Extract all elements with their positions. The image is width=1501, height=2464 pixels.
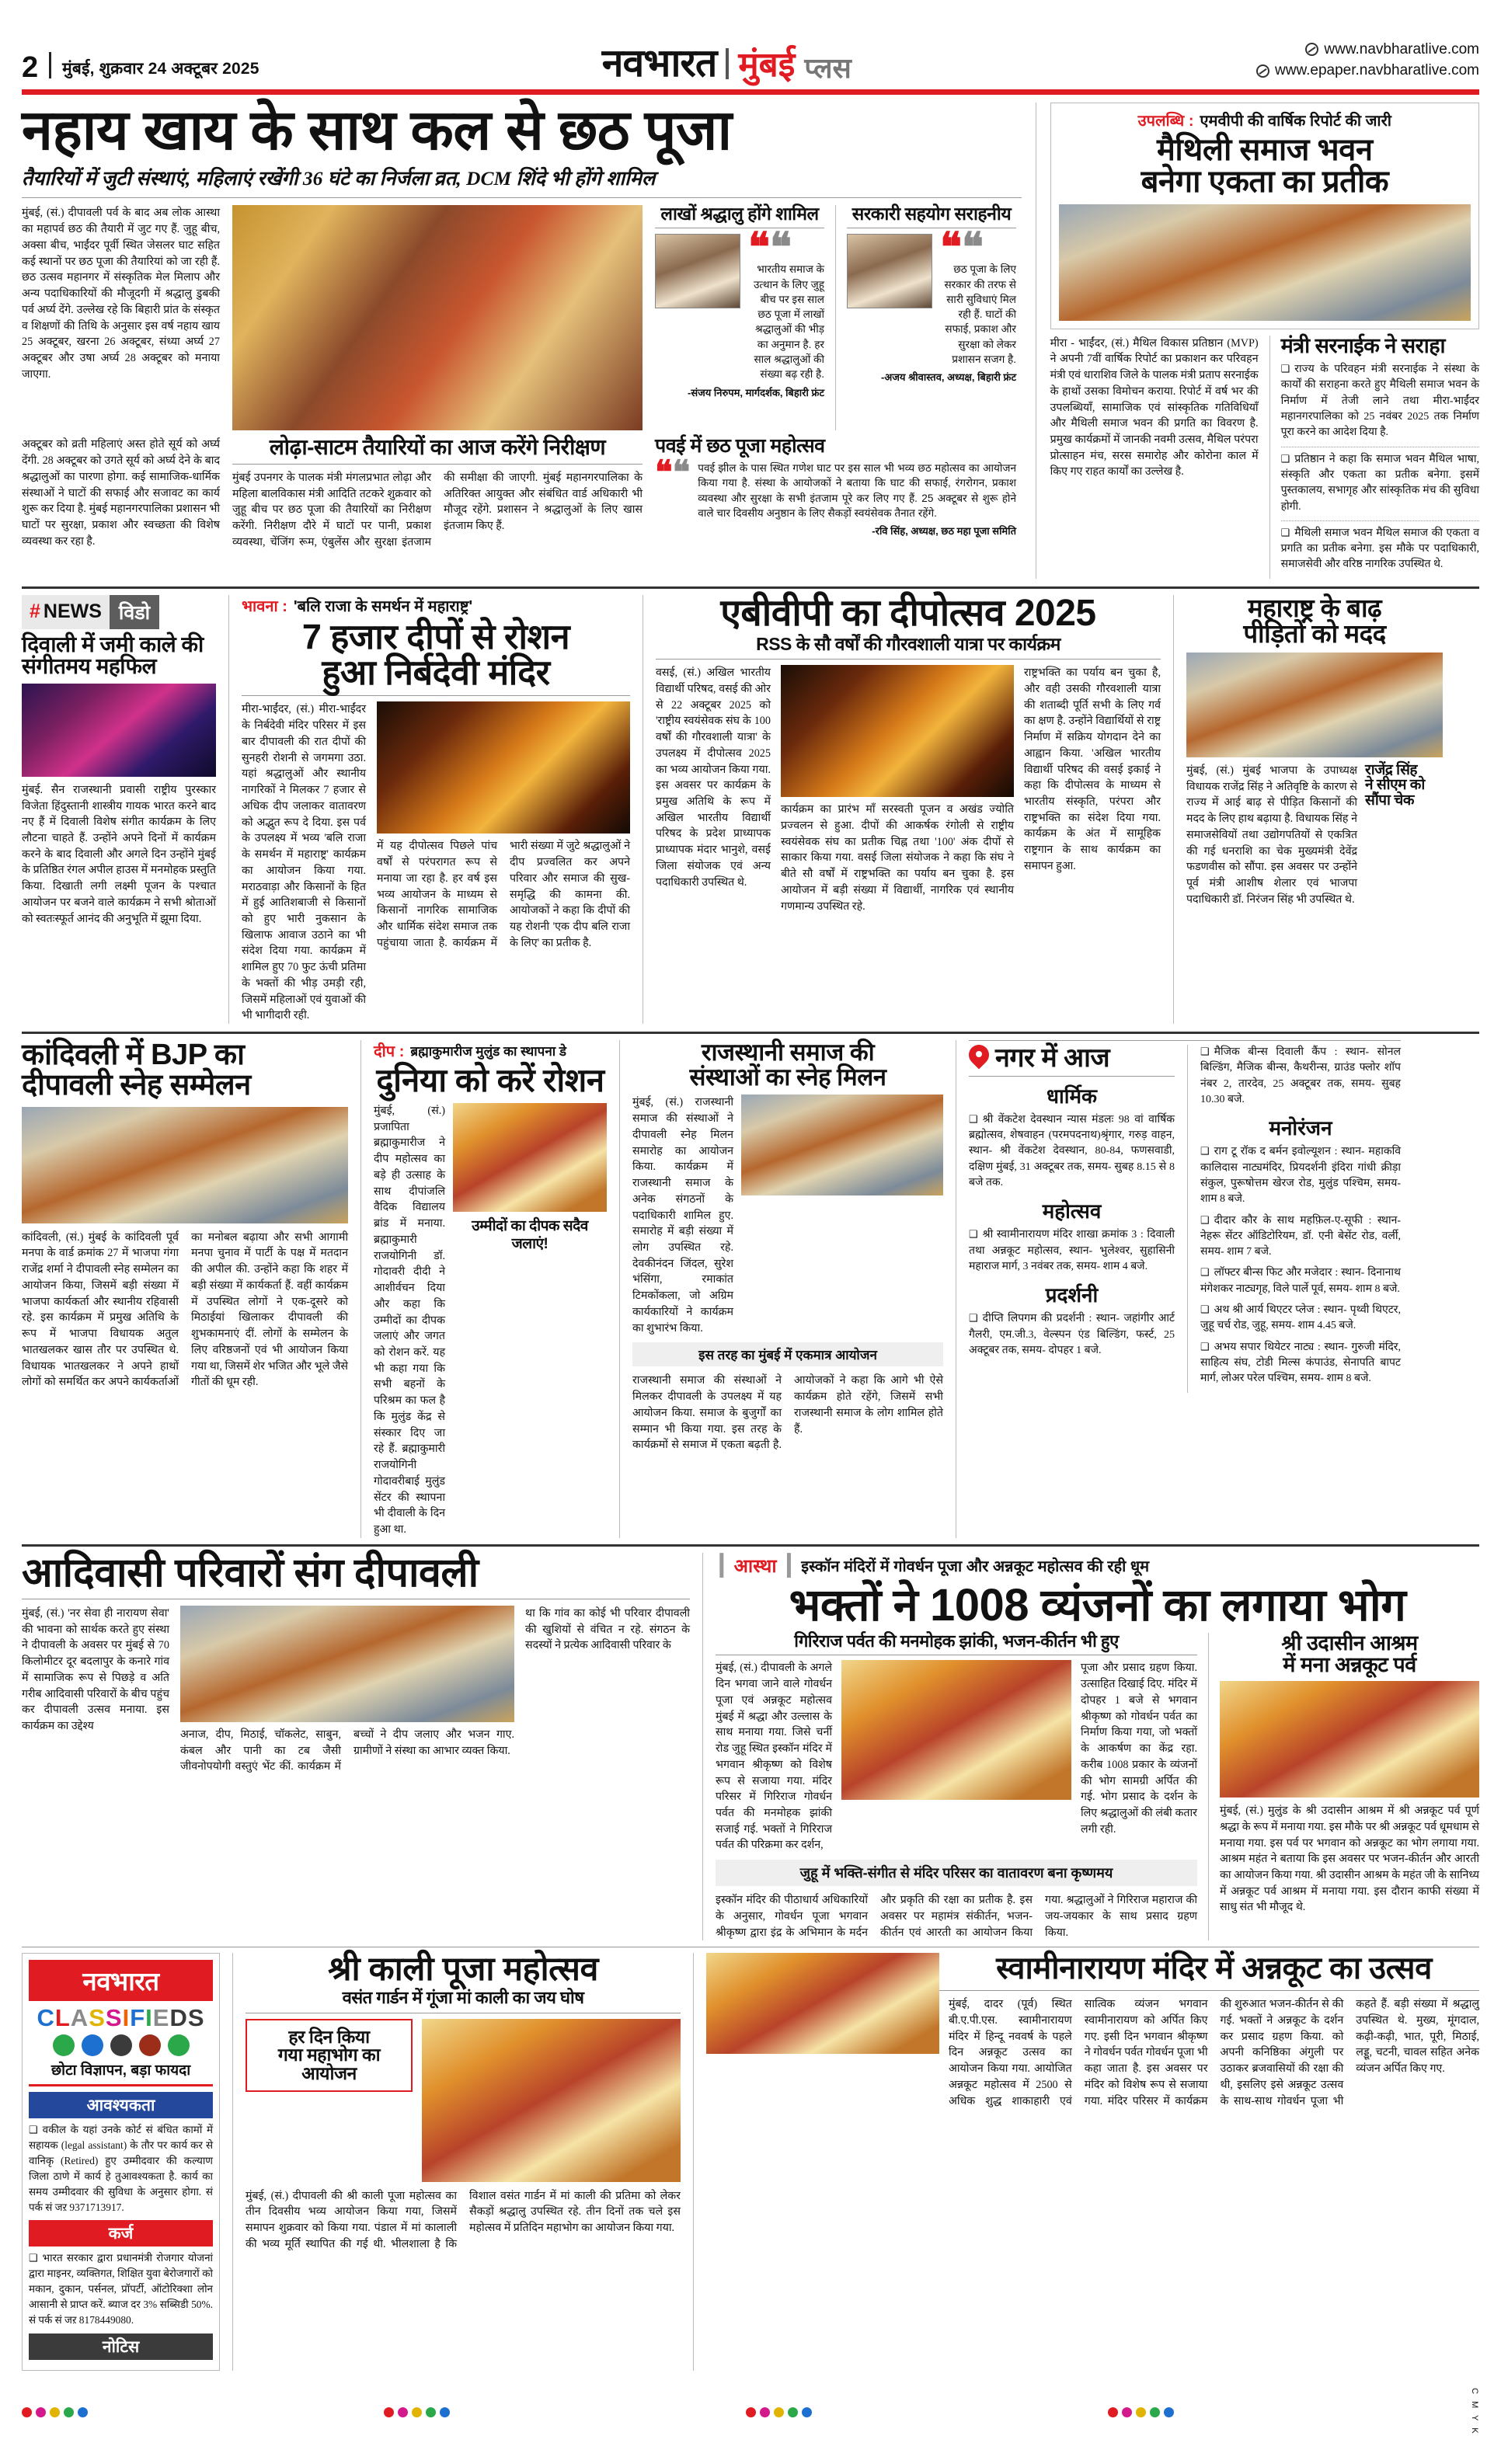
- quote-attribution: -अजय श्रीवास्तव, अध्यक्ष, बिहारी फ्रंट: [881, 371, 1016, 384]
- classifieds-section-title: कर्ज: [29, 2220, 213, 2246]
- flood-body: मुंबई, (सं.) मुंबई भाजपा के उपाध्यक्ष विधायक राजेंद्र सिंह ने अतिवृष्टि के कारण से राज्य में आई बाढ़ से पीड़ित किसानों की मदद के लिए हाथ बढ़ाया है. विधायक सिंह ने समाजसेवियों तथा उद्योगपतियों से एकत्रित की गई धनराशि का चेक मुख्यमंत्री देवेंद्र फडणवीस को सौंपा. इस अवसर पर उन्होंने पूर्व मंत्री आशीष शेलार एवं भाजपा पदाधिकारी डॉ. निरंजन सिंह भी उपस्थित थे.: [1186, 764, 1357, 906]
- adivasi-photo: [180, 1606, 514, 1722]
- quote-mark-icon: ❝❝: [748, 224, 792, 270]
- city-section-heading: प्रदर्शनी: [1045, 1283, 1099, 1307]
- classifieds-icons: [29, 2034, 213, 2056]
- swami-photo: [706, 1953, 939, 2054]
- swami-body-1: मुंबई, दादर (पूर्व) स्थित बी.ए.पी.एस. स्वामीनारायण मंदिर में हिन्दू नववर्ष के पहले दिन अन्नकूट उत्सव का आयोजन किया गया. आयोजित अन्नकूट महोत्सव में 2500 से अधिक शुद्ध शाकाहारी एवं सात्विक व्यंजन भगवान स्वामीनारायण को अर्पित किए गए. इसी दिन भगवान श्रीकृष्ण ने गोवर्धन पर्वत: [949, 1998, 1208, 2107]
- city-today-title: नगर में आज: [995, 1043, 1110, 1074]
- footer-registration-marks: [22, 2388, 1479, 2436]
- kali-badge-block: [246, 2019, 413, 2182]
- astha-kicker: ┃ आस्था ┃ इस्कॉन मंदिरों में गोवर्धन पूजा और अन्नकूट महोत्सव की रही धूम: [716, 1553, 1150, 1577]
- astha-strip-caption: जुहू में भक्ति-संगीत से मंदिर परिसर का वातावरण बना कृष्णमय: [716, 1860, 1197, 1886]
- quote-portrait: [655, 234, 740, 308]
- kicker-label: भावना :: [242, 597, 287, 615]
- top-region: [22, 99, 1479, 579]
- lead-photo: [232, 205, 643, 430]
- city-section-heading: महोत्सव: [1042, 1199, 1102, 1223]
- city-today-left: [969, 1045, 1175, 1392]
- color-dots: [746, 2407, 812, 2417]
- abvp-body-col3: [1024, 665, 1161, 914]
- lead-body-col1: [22, 205, 220, 430]
- astha-headline: भक्तों ने 1008 व्यंजनों का लगाया भोग: [789, 1579, 1406, 1630]
- powai-story: [655, 437, 1016, 550]
- classifieds-word: CLASSIFIEDS: [37, 2004, 205, 2032]
- bhavna-kicker: [242, 595, 630, 616]
- masthead: [22, 17, 1479, 84]
- location-pin-icon: [969, 1045, 989, 1071]
- classifieds-logo: नवभारत: [29, 1960, 213, 2001]
- bhavna-body-2: में यह दीपोत्सव पिछले पांच वर्षों से परंपरागत रूप से मनाया जा रहा है. हर वर्ष इस भव्य आयोजन के माध्यम से किसानों नागरिक सामाजिक और धार्मिक संदेश समाज तक पहुंचाया जाता है. कार्यक्रम में भारी संख्या में जुटे श्रद्धालुओं ने दीप प्रज्वलित कर अपने परिवार और समाज की सुख-समृद्धि की कामना की. आयोजकों ने कहा कि दीपों की यह रोशनी 'एक दीप बलि राजा के लिए' का प्रतीक है.: [377, 840, 630, 949]
- quote-mark-icon: ❝❝: [940, 224, 984, 270]
- kicker-text: एमवीपी की वार्षिक रिपोर्ट की जारी: [1200, 113, 1391, 130]
- kali-badge-line2: गया महाभोग का: [277, 2045, 381, 2066]
- hash-icon: #: [30, 600, 40, 623]
- swami-body-3: को अपनी कनिष्ठिका अंगुली पर उठाकर ब्रजवासियों की रक्षा की थी, इसलिए इसे अन्नकूट उत्सव के साथ-साथ गोवर्धन पूजा भी कहते हैं. बड़ी संख्या में श्रद्धालु उपस्थित थे. मुख्य, मूंगदाल, कढ़ी-कढ़ी, भात, पूरी, मिठाई, लड्डू, चटनी, चावल सहित अनेक व्यंजन अर्पित किए गए.: [1220, 1998, 1479, 2107]
- kali-photo: [422, 2019, 681, 2182]
- kali-badge-line1: हर दिन किया: [288, 2026, 370, 2047]
- rajasthani-story: [632, 1040, 943, 1538]
- news-video-badge[interactable]: [22, 595, 159, 629]
- kicker-label: उपलब्धि :: [1137, 113, 1194, 130]
- masthead-divider: [49, 52, 51, 78]
- plus-circle-icon: [168, 2034, 190, 2056]
- abvp-photo-block: [781, 665, 1014, 914]
- deep-photo: [453, 1103, 607, 1212]
- udasin-headline-line1: श्री उदासीन आश्रम: [1281, 1630, 1418, 1655]
- astha-body-3: इस्कॉन मंदिर की पीठाधार्य अधिकारियों के अनुसार, गोवर्धन पूजा भगवान श्रीकृष्ण द्वारा इंद्र के अभिमान के मर्दन और प्रकृति की रक्षा का प्रतीक है. इस अवसर पर महामंत्र संकीर्तन, भजन-कीर्तन एवं आरती का आयोजन किया गया. श्रद्धालुओं ने गिरिराज महाराज की जय-जयकार के साथ प्रसाद ग्रहण किया.: [716, 1894, 1197, 1939]
- adivasi-body-2: था कि गांव का कोई भी परिवार दीपावली की खुशियों से वंचित न रहे. संगठन के सदस्यों ने प्रत्येक आदिवासी परिवार के: [525, 1606, 690, 1652]
- powai-headline: पवई में छठ पूजा महोत्सव: [655, 435, 825, 458]
- quote-mark-icon: ❝❝: [655, 453, 691, 490]
- flood-sub-line3: सौंपा चेक: [1365, 792, 1414, 809]
- quote-attribution: -संजय निरुपम, मार्गदर्शक, बिहारी फ्रंट: [688, 386, 824, 398]
- news-video-headline: दिवाली में जमी काले की संगीतमय महफिल: [22, 632, 204, 679]
- bhavna-body-1: मीरा-भाईंदर, (सं.) मीरा-भाईंदर के निर्बदेवी मंदिर परिसर में इस बार दीपावली की रात दीपों की सुनहरी रोशनी से जगमगा उठा. यहां श्रद्धालुओं और स्थानीय नागरिकों ने मिलकर 7 हजार से अधिक दीप जलाकर वातावरण को अद्भुत रूप दे दिया. इस पर्व के उपलक्ष्य में भव्य 'बलि राजा के समर्थन में महाराष्ट्र' कार्यक्रम का आयोजन किया गया. मराठवाड़ा और किसानों के हित में हुई आतिशबाजी से किसानों को हुए भारी नुकसान के खिलाफ आवाज उठाने का भी संदेश दिया गया. कार्यक्रम में शामिल हुए 70 फुट ऊंची प्रतिमा के भक्तों की भीड़ उमड़ी रही, जिसमें महिलाओं एवं युवाओं की भी भागीदारी रही.: [242, 703, 366, 1022]
- news-video-body: मुंबई. सैन राजस्थानी प्रवासी राष्ट्रीय पुरस्कार विजेता हिंदुस्तानी शास्त्रीय गायक भारत करने बाद नए हैं में दिवाली विशेष संगीत कार्यक्रम के लिए लौटना चाहते हैं. उन्होंने अपने दिनों में कार्यक्रम करने के बाद दिवाली और अगले दिन उन्होंने मुंबई के प्रतिष्ठित रंगल अपील हाउस में मनमोहक प्रस्तुति किया. दिखाती लगी लक्ष्मी पूजन के पश्चात आयोजन पर बजने वाले कार्यक्रम ने सभी श्रोताओं को स्वतःस्फूर्त आनंद की अनुभूति में झूमा दिया.: [22, 783, 216, 925]
- city-event-item: ❑ मैजिक बीन्स दिवाली कैंप : स्थान- सोनल बिल्डिंग, मैजिक बीन्स, कैथरीन्स, ग्राउंड फ्लोर शॉप नंबर 2, तारदेव, 25 अक्टूबर तक, समय- सुबह 10.30 बजे.: [1200, 1045, 1401, 1108]
- astha-subhead: गिरिराज पर्वत की मनमोहक झांकी, भजन-कीर्तन भी हुए: [794, 1630, 1119, 1651]
- bhavna-headline-line2: हुआ निर्बदेवी मंदिर: [322, 652, 550, 692]
- city-today-panel: [969, 1040, 1401, 1538]
- flood-photo: [1186, 653, 1443, 757]
- page-number: 2: [22, 50, 39, 84]
- rajasthani-headline-line2: संस्थाओं का स्नेह मिलन: [689, 1063, 886, 1091]
- bhavna-photo: [377, 701, 630, 834]
- bhavna-right: [377, 701, 630, 1024]
- quote-card: [847, 205, 1016, 430]
- maithili-side-item: ❑ मैथिली समाज भवन मैथिल समाज की एकता व प्रगति का प्रतीक बनेगा. इस मौके पर पदाधिकारी, समाजसेवी और वरिष्ठ नागरिक उपस्थित थे.: [1281, 526, 1479, 573]
- kicker-label: दीप :: [374, 1043, 405, 1061]
- quote-card: [655, 205, 824, 430]
- edition-plus: प्लस: [804, 52, 851, 84]
- astha-body-2: पूजा और प्रसाद ग्रहण किया. उत्साहित दिखाई दिए. मंदिर में दोपहर 1 बजे से भगवान श्रीकृष्ण को गोवर्धन पर्वत का निर्माण किया गया, जो भक्तों के आकर्षण का केंद्र रहा. करीब 1008 प्रकार के व्यंजनों की भोग सामग्री अर्पित की गई. भोग प्रसाद के दर्शन के लिए श्रद्धालुओं की लंबी कतार लगी रही.: [1081, 1662, 1197, 1836]
- quote-column: [655, 205, 1016, 430]
- adivasi-body-1: मुंबई, (सं.) 'नर सेवा ही नारायण सेवा' की भावना को सार्थक करते हुए संस्था ने दीपावली के अवसर पर मुंबई से 70 किलोमीटर दूर बदलापुर के कनारे गांव में सामाजिक रूप से पिछड़े व अति गरीब आदिवासी परिवारों के बीच पहुंच कर दीपावली उत्सव मनाया. इस कार्यक्रम का उद्देश्य: [22, 1606, 169, 1732]
- rajasthani-callout: इस तरह का मुंबई में एकमात्र आयोजन: [632, 1342, 943, 1366]
- flood-headline-line2: पीड़ितों को मदद: [1243, 619, 1386, 649]
- deep-highlight: उम्मीदों का दीपक सदैव जलाएं!: [472, 1217, 588, 1252]
- masthead-logo-group: [601, 41, 851, 85]
- kicker-text: 'बलि राजा के समर्थन में महाराष्ट्र': [293, 597, 473, 615]
- abvp-subhead: RSS के सौ वर्षों की गौरवशाली यात्रा पर कार्यक्रम: [756, 633, 1060, 654]
- lead-body-2: अक्टूबर को व्रती महिलाएं अस्त होते सूर्य को अर्घ्य देंगी. 28 अक्टूबर को उगते सूर्य को अर्घ्य देने के बाद श्रद्धालुओं का पारणा होगा. कई सामाजिक-धार्मिक संस्थाओं ने घाटों की सफाई और सजावट का कार्य शुरू कर दिया है. मुंबई महानगरपालिका प्रशासन भी घाटों पर सुरक्षा, प्रकाश और स्वच्छता की विशेष व्यवस्था कर रहा है.: [22, 438, 220, 548]
- bhavna-body-col1: [242, 701, 366, 1024]
- city-event-item: ❑ दीप्ति लिपगम की प्रदर्शनी : स्थान- जहांगीर आर्ट गैलरी, एम.जी.3, वेल्स्पन एंड बिल्डिंग, फर्स्ट, 25 अक्टूबर तक, समय- दोपहर 1 बजे.: [969, 1311, 1175, 1359]
- kandivali-photo: [22, 1107, 348, 1223]
- kali-body-1: मुंबई, (सं.) दीपावली की श्री काली पूजा महोत्सव का तीन दिवसीय भव्य आयोजन किया गया, जिसमें समापन शुक्रवार को किया गया. पंडाल में मां कालाली की भव्य मूर्ति स्थापित की गई थी. भीलशाला है कि विशाल वसंत गार्डन में मां काली की प्रतिमा को लेकर सैकड़ों श्रद्धालु उपस्थित रहे. तीन दिनों तक चले इस महोत्सव में प्रतिदिन महाभोग का आयोजन किया गया.: [246, 2189, 681, 2250]
- city-event-item: ❑ लॉफ्टर बीन्स फिट और मजेदार : स्थान- दिनानाथ मंगेशकर नाट्यगृह, विले पार्ले पूर्व, समय- शाम 8 बजे.: [1200, 1265, 1401, 1297]
- lead-headline: नहाय खाय के साथ कल से छठ पूजा: [22, 99, 732, 162]
- classifieds-footer-note: नोटिस: [29, 2333, 213, 2360]
- quote-title: सरकारी सहयोग सराहनीय: [851, 204, 1012, 224]
- maithili-headline-line2: बनेगा एकता का प्रतीक: [1141, 164, 1389, 199]
- logo-separator: [726, 48, 729, 79]
- udasin-story: [1220, 1630, 1479, 1940]
- lead-photo-block: [232, 205, 643, 430]
- video-badge-label: विडो: [110, 595, 159, 629]
- swami-headline: स्वामीनारायण मंदिर में अन्नकूट का उत्सव: [996, 1951, 1432, 1986]
- color-dots: [22, 2407, 88, 2417]
- news-video-story: [22, 595, 216, 1024]
- city-event-item: ❑ राग टू रॉक द बर्मन इवोल्यूशन : स्थान- महाकवि कालिदास नाट्यमंदिर, प्रियदर्शनी इंदिरा गांधी क्रीड़ा संकुल, पुरूषोत्तम खेरज रोड, मुलुंड पश्चिम, समय- शाम 8 बजे.: [1200, 1144, 1401, 1207]
- abvp-headline: एबीवीपी का दीपोत्सव 2025: [720, 592, 1096, 634]
- second-region: [22, 592, 1479, 1024]
- kandivali-story: [22, 1040, 348, 1538]
- lead-body-1: मुंबई, (सं.) दीपावली पर्व के बाद अब लोक आस्था का महापर्व छठ की तैयारी में जुट गए हैं. जुहू बीच, अक्सा बीच, भाईंदर पूर्वी स्थित जेसलर घाट सहित कई स्थानों पर छठ पूजा की तैयारियां को जा रही हैं. छठ उत्सव महानगर में संस्कृतिक मेल मिलाप और अन्य पदाधिकारियों की मौजूदगी में श्रद्धालु डुबकी पर्व अर्घ्य देंगे. उल्लेख रहे कि बिहारी प्रांत के संस्कृत व शिक्षणों की तिथि के अनुसार इस वर्ष नहाय खाय 25 अक्टूबर, खरना 26 अक्टूबर, संध्या अर्घ्य 27 अक्टूबर और उषा अर्घ्य 28 अक्टूबर को मनाया जाएगा.: [22, 207, 220, 381]
- lead-body-col2: [22, 437, 220, 550]
- publication-dateline: मुंबई, शुक्रवार 24 अक्टूबर 2025: [62, 60, 259, 78]
- edition-city: मुंबई: [738, 46, 796, 84]
- city-event-item: ❑ श्री वेंकटेश देवस्थान न्यास मंडलः 98 वां वार्षिक ब्रह्मोत्सव, शेषवाहन (परमपदनाथ)श्रृंगार, गरुड़ वाहन, स्थान- श्री वेंकटेश देवस्थान, 80-84, फणसवाडी, दक्षिण मुंबई, 31 अक्टूबर तक, समय- सुबह 8.15 से 8 बजे तक.: [969, 1112, 1175, 1191]
- deep-headline: दुनिया को करें रोशन: [376, 1062, 604, 1099]
- masthead-left: [22, 52, 259, 84]
- flood-sub-line2: ने सीएम को: [1365, 777, 1425, 794]
- quote-text: भारतीय समाज के उत्थान के लिए जुहू बीच पर इस साल छठ पूजा में लाखों श्रद्धालुओं की भीड़ का अनुमान है. हर साल श्रद्धालुओं की संख्या बढ़ रही है.: [753, 263, 824, 381]
- astha-body-1: मुंबई, (सं.) दीपावली के अगले दिन भगवा जाने वाले गोवर्धन पूजा एवं अन्नकूट महोत्सव मुंबई में श्रद्धा और उल्लास के साथ मनाया गया. जिसे चर्नी रोड जुहू स्थित इस्कॉन मंदिर में भगवान श्रीकृष्ण को विशेष रूप से सजाया गया. मंदिर परिसर में गिरिराज गोवर्धन पर्वत की मनमोहक झांकी सजाई गई. भक्तों ने गिरिराज पर्वत की परिक्रमा कर दर्शन,: [716, 1662, 832, 1852]
- color-dots: [1108, 2407, 1174, 2417]
- city-event-item: ❑ दीदार कौर के साथ महफ़िल-ए-सूफी : स्थान- नेहरू सेंटर ऑडिटोरियम, डॉ. एनी बेसेंट रोड, वर्ली, समय- शाम 7 बजे.: [1200, 1213, 1401, 1261]
- fifth-region: [22, 1953, 1479, 2370]
- website-links: [1256, 39, 1479, 84]
- lodha-body: मुंबई उपनगर के पालक मंत्री मंगलप्रभात लोढ़ा और महिला बालविकास मंत्री आदिति तटकरे शुक्रवार को जुहू बीच पर छठ पूजा की तैयारियों का निरीक्षण करेंगी. निरीक्षण दौरे में घाटों पर पानी, प्रकाश व्यवस्था, चेंजिंग रूम, एंबुलेंस और सुरक्षा इंतजाम की समीक्षा की जाएगी. मुंबई महानगरपालिका के अतिरिक्त आयुक्त और संबंधित वार्ड अधिकारी भी मौजूद रहेंगे. प्रशासन ने श्रद्धालुओं के लिए खास इंतजाम किए हैं.: [232, 471, 643, 548]
- maithili-kicker: [1059, 110, 1471, 131]
- globe-icon: [1256, 64, 1269, 78]
- city-event-item: ❑ श्री स्वामीनारायण मंदिर शाखा क्रमांक 3 : दिवाली तथा अन्नकूट महोत्सव, स्थान- भुलेश्वर, सुहासिनी महाराज मार्ग, 3 नवंबर तक, समय- शाम 4 बजे.: [969, 1227, 1175, 1275]
- swami-body: [949, 1996, 1479, 2109]
- flood-sub-line1: राजेंद्र सिंह: [1365, 762, 1418, 778]
- powai-attribution: -रवि सिंह, अध्यक्ष, छठ महा पूजा समिति: [872, 525, 1016, 538]
- kali-story: [246, 1953, 681, 2370]
- kandivali-body: कांदिवली, (सं.) मुंबई के कांदिवली पूर्व मनपा के वार्ड क्रमांक 27 में भाजपा गंगा राजेंद्र शर्मा ने दीपावली स्नेह सम्मेलन का आयोजन किया, जिसमें बड़ी संख्या में भाजपा कार्यकर्ता और स्थानीय रहिवासी रहे. इस कार्यक्रम में प्रमुख अतिथि के रूप में भाजपा विधायक अतुल भातखलकर खास तौर पर उपस्थित थे. विधायक भातखलकर ने अपने हाथों लोगों को समर्थित कर अपने कार्यकर्ताओं का मनोबल बढ़ाया और सभी आगामी मनपा चुनाव में पार्टी के पक्ष में मतदान की अपील की. उन्होंने कहा कि शहर में बड़ी संख्या में कार्यकर्ता हैं. वहीं कार्यक्रम में उपस्थित लोगों ने एक-दूसरे को मिठाईयां खिलाकर दीपावली की शुभकामनाएं दीं. लोगों के सम्मेलन के लिए वरिष्ठजनों एवं भी आयोजन किया गया था, जिसमें शेर भजित और भूले जैसे गीतों की धूम रही.: [22, 1230, 348, 1389]
- lead-story: [22, 99, 1022, 579]
- swami-story: [706, 1953, 1479, 2370]
- maithili-side: [1280, 333, 1479, 579]
- fourth-region: [22, 1550, 1479, 1941]
- kandivali-headline-line1: कांदिवली में BJP का: [22, 1039, 245, 1072]
- quote-title: लाखों श्रद्धालु होंगे शामिल: [660, 204, 819, 224]
- kali-subhead: वसंत गार्डन में गूंजा मां काली का जय घोष: [342, 1988, 584, 2008]
- classifieds-section-text: ❑ भारत सरकार द्वारा प्रधानमंत्री रोजगार योजनां द्वारा माइनर, व्यक्तिगत, शिक्षित युवा बेरोजगारों को मकान, दुकान, पर्सनल, प्रॉपर्टी, ऑटोरिक्शा लोन आसानी से प्राप्त करें. ब्याज दर 3% सब्सिडी 50%. सं पर्क सं जऱ 8178449080.: [29, 2250, 213, 2327]
- website-epaper[interactable]: www.epaper.navbharatlive.com: [1275, 62, 1479, 79]
- powai-text: पवई झील के पास स्थित गणेश घाट पर इस साल भी भव्य छठ महोत्सव का आयोजन किया गया है. संस्था के आयोजकों ने बताया कि घाट की सफाई, रंगरोगन, प्रकाश व्यवस्था और सुरक्षा के सभी इंतजाम पूरे कर लिए गए हैं. 25 अक्टूबर से शुरू होने वाले चार दिवसीय अनुष्ठान के लिए सैकड़ों स्वयंसेवक तैनात रहेंगे.: [698, 461, 1016, 519]
- bhavna-headline-line1: 7 हजार दीपों से रोशन: [301, 616, 570, 656]
- classifieds-section-title: आवश्यकता: [29, 2092, 213, 2118]
- kicker-text: इस्कॉन मंदिरों में गोवर्धन पूजा और अन्नकूट महोत्सव की रही धूम: [801, 1557, 1150, 1575]
- udasin-headline-line2: में मना अन्नकूट पर्व: [1283, 1652, 1416, 1676]
- news-badge-label: NEWS: [43, 600, 102, 623]
- rajasthani-body-2: राजस्थानी समाज की संस्थाओं ने मिलकर दीपावली के उपलक्ष्य में यह आयोजन किया. समाज के बुजुर्गों का सम्मान भी किया गया. इस तरह के कार्यक्रमों से समाज में एकता बढ़ती है. आयोजकों ने कहा कि आगे भी ऐसे कार्यक्रम होते रहेंगे, जिसमें सभी राजस्थानी समाज के लोग शामिल होते हैं.: [632, 1374, 943, 1452]
- rajasthani-photo: [741, 1095, 943, 1195]
- search-icon: [82, 2034, 103, 2056]
- maithili-story: [1050, 103, 1479, 579]
- kicker-text: ब्रह्माकुमारीज मुलुंड का स्थापना डे: [410, 1044, 566, 1060]
- quote-portrait: [847, 234, 932, 308]
- graduation-cap-icon: [110, 2034, 132, 2056]
- astha-photo: [841, 1660, 1071, 1800]
- kandivali-headline-line2: दीपावली स्नेह सम्मेलन: [22, 1068, 251, 1101]
- city-today-right: [1200, 1045, 1401, 1392]
- maithili-side-item: ❑ प्रतिष्ठान ने कहा कि समाज भवन मैथिल भाषा, संस्कृति और एकता का प्रतीक बनेगा. इसमें पुस्तकालय, सभागृह और सांस्कृतिक मंच की सुविधा होगी.: [1281, 452, 1479, 515]
- bhavna-story: [242, 595, 630, 1024]
- flood-headline-line1: महाराष्ट्र के बाढ़: [1247, 593, 1382, 622]
- color-dots: [384, 2407, 450, 2417]
- cmyk-mark: C M Y K: [1470, 2388, 1479, 2436]
- astha-story: [716, 1553, 1479, 1941]
- abvp-body-1: वसई, (सं.) अखिल भारतीय विद्यार्थी परिषद, वसई की ओर से 22 अक्टूबर 2025 को 'राष्ट्रीय स्वयंसेवक संघ के 100 वर्षों की गौरवशाली यात्रा' के उपलक्ष्य में दीपोत्सव 2025 का भव्य आयोजन किया गया. इस अवसर पर कार्यक्रम के प्रमुख अतिथि के रूप में अखिल भारतीय विद्यार्थी परिषद के प्रदेश प्राध्यापक प्राध्यापक मंदार भानुशे, वसई जिला संयोजक एवं अन्य पदाधिकारी उपस्थित थे.: [656, 666, 771, 889]
- globe-icon: [1305, 43, 1318, 56]
- adivasi-body-3: अनाज, दीप, मिठाई, चॉकलेट, साबुन, कंबल और पानी का टब जैसी जीवनोपयोगी वस्तुएं भेंट कीं. कार्यक्रम में बच्चों ने दीप जलाए और भजन गाए. ग्रामीणों ने संस्था का आभार व्यक्त किया.: [180, 1728, 514, 1773]
- rajasthani-headline-line1: राजस्थानी समाज की: [701, 1039, 875, 1067]
- maithili-photo: [1059, 204, 1471, 321]
- deep-kicker: [374, 1040, 607, 1061]
- deep-story: [374, 1040, 607, 1538]
- lodha-headline: लोढ़ा-साटम तैयारियों का आज करेंगे निरीक्षण: [269, 435, 606, 460]
- adivasi-headline: आदिवासी परिवारों संग दीपावली: [22, 1550, 479, 1596]
- maithili-side-item: ❑ राज्य के परिवहन मंत्री सरनाईक ने संस्था के कार्यों की सराहना करते हुए मैथिली समाज भवन के निर्माण में तेजी लाने तथा मीरा-भाईंदर महानगरपालिका को 25 नवंबर 2025 तक निर्माण पूरा करने का आदेश दिया है.: [1281, 362, 1479, 440]
- city-section-heading: मनोरंजन: [1269, 1116, 1332, 1140]
- udasin-photo: [1220, 1681, 1479, 1798]
- abvp-body-col1: [656, 665, 771, 914]
- abvp-story: [656, 592, 1161, 1024]
- kicker-label: आस्था: [733, 1555, 777, 1577]
- newspaper-logo: नवभारत: [601, 41, 717, 85]
- wheel-icon: [139, 2034, 161, 2056]
- home-icon: [53, 2034, 75, 2056]
- classifieds-section-text: ❑ वकील के यहां उनके कोर्ट सं बंधित कामों में सहायक (legal assistant) के तौर पर कार्य कर से वानिकृ (Retired) हुए उम्मीदवार की कल्याण जिला ठाणे में कार्य हे तुआवश्यकता है. कार्य का समय उम्मीदवार की सुविधा के अनुसार होगा. सं पर्क सं जऱ 9371713917.: [29, 2122, 213, 2215]
- classifieds-tagline: छोटा विज्ञापन, बड़ा फायदा: [50, 2062, 191, 2079]
- website-main[interactable]: www.navbharatlive.com: [1324, 40, 1479, 57]
- maithili-side-title: मंत्री सरनाईक ने सराहा: [1280, 333, 1446, 357]
- maithili-headline-line1: मैथिली समाज भवन: [1157, 133, 1373, 167]
- abvp-body-2: कार्यक्रम का प्रारंभ माँ सरस्वती पूजन व अखंड ज्योति प्रज्वलन से हुआ. दीपों की आकर्षक रंगोली से राष्ट्रीय स्वयंसेवक संघ का प्रतीक चिह्न तथा '100' अंक दीपों से साकार किया गया. वसई जिला संयोजक ने कहा कि संघ ने बीते सौ वर्षों में राष्ट्रभक्ति का पर्याय बन चुका है. इस आयोजन में बड़ी संख्या में विद्यार्थी, नागरिक एवं स्थानीय गणमान्य उपस्थित रहे.: [781, 803, 1014, 913]
- flood-story: [1186, 595, 1443, 1024]
- news-video-photo: [22, 684, 216, 777]
- abvp-body-3: राष्ट्रभक्ति का पर्याय बन चुका है, और वही उसकी गौरवशाली यात्रा की शताब्दी पूर्ति सभी के लिए गर्व का क्षण है. उन्होंने विद्यार्थियों से राष्ट्र निर्माण में सक्रिय योगदान देने का आह्वान किया. 'अखिल भारतीय विद्यार्थी परिषद की वसई इकाई ने कहा कि दीपोत्सव के माध्यम से भारतीय संस्कृति, परंपरा और राष्ट्रभक्ति का संदेश दिया गया. कार्यक्रम के अंत में सामूहिक राष्ट्रगान के साथ कार्यक्रम का समापन हुआ.: [1024, 666, 1161, 872]
- lead-subhead: तैयारियों में जुटी संस्थाएं, महिलाएं रखेंगी 36 घंटे का निर्जला व्रत, DCM शिंदे भी होंगे शामिल: [22, 167, 656, 190]
- lodha-story: [232, 437, 643, 550]
- abvp-photo: [781, 665, 1014, 797]
- rajasthani-body-1: मुंबई, (सं.) राजस्थानी समाज की संस्थाओं ने दीपावली स्नेह मिलन समारोह का आयोजन किया. कार्यक्रम में राजस्थानी समाज के अनेक संगठनों के पदाधिकारी शामिल हुए. समारोह में बड़ी संख्या में लोग उपस्थित रहे. देवकीनंदन जिंदल, सुरेश भंसिंगा, रमाकांत टिमकोंकला, जो अग्रिम कार्यकारियों ने कार्यक्रम का शुभारंभ किया.: [632, 1096, 733, 1335]
- swami-body-2: गोवर्धन पूजा भी कहा जाता है. इस अवसर पर मंदिर को विशेष रूप से सजाया गया. मंदिर परिसर में कार्यक्रम की शुरुआत भजन-कीर्तन से की गई. भक्तों ने अन्नकूट के दर्शन कर प्रसाद ग्रहण किया.: [1084, 1998, 1344, 2107]
- adivasi-story: [22, 1550, 690, 1941]
- quote-text: छठ पूजा के लिए सरकार की तरफ से सारी सुविधाएं मिल रही हैं. घाटों की सफाई, प्रकाश और सुरक्षा को लेकर प्रशासन सजग है.: [944, 263, 1016, 366]
- city-section-heading: धार्मिक: [1047, 1084, 1097, 1108]
- maithili-body-col: [1050, 336, 1259, 579]
- header-red-rule: [22, 89, 1479, 95]
- kali-headline: श्री काली पूजा महोत्सव: [328, 1951, 598, 1989]
- kali-badge-line3: आयोजन: [301, 2062, 357, 2083]
- maithili-body: मीरा - भाईंदर, (सं.) मैथिल विकास प्रतिष्ठान (MVP) ने अपनी 7वीं वार्षिक रिपोर्ट का प्रकाशन कर परिवहन मंत्री एवं धाराशिव जिले के पालक मंत्री प्रताप सरनाईक के हाथों उसका विमोचन कराया. रिपोर्ट में वर्ष भर की उपलब्धियाँ, सामाजिक एवं सांस्कृतिक गतिविधियाँ और मैथिली समाज भवन की प्रगति का विवरण है. प्रमुख कार्यक्रमों में जानकी नवमी उत्सव, मैथिल परंपरा प्रोत्साहन मंच, सरस समारोह और कोरोना काल में किए गए राहत कार्यों का उल्लेख है.: [1050, 336, 1259, 479]
- udasin-body: मुंबई, (सं.) मुलुंड के श्री उदासीन आश्रम में श्री अन्नकूट पर्व पूर्ण श्रद्धा के रूप में मनाया गया. इस मौके पर श्री अन्नकूट पर्व धूमधाम से मनाया गया. इस पर्व पर भगवान को अन्नकूट का भोग लगाया गया. आश्रम महंत ने बताया कि इस अवसर पर भजन-कीर्तन और आरती का आयोजन किया गया. श्री उदासीन आश्रम के महंत जी के सानिध्य में अन्नकूट पर्व आश्रम में मनाया गया. इस दौरान काफी संख्या में साधु संत भी मौजूद थे.: [1220, 1804, 1479, 1914]
- third-region: [22, 1040, 1479, 1538]
- astha-main: [716, 1630, 1197, 1940]
- city-event-item: ❑ अभय सपार थियेटर नाट्य : स्थान- गुरुजी मंदिर, साहित्य संघ, टोडी मिल्स कंपाउंड, सेनापति बापट मार्ग, लोअर परेल पश्चिम, समय- शाम 8 बजे.: [1200, 1340, 1401, 1387]
- classifieds-ad: [22, 1953, 220, 2370]
- deep-body-1: मुंबई, (सं.) प्रजापिता ब्रह्माकुमारीज ने दीप महोत्सव का बड़े ही उत्साह के साथ दीपांजलि वैदिक विद्यालय ब्रांड में मनाया. ब्रह्माकुमारी राजयोगिनी डॉ. गोदावरी दीदी ने आशीर्वचन दिया और कहा कि उम्मीदों का दीपक जलाएं और जगत को रोशन करें. यह भी कहा गया कि सभी बहनों के परिश्रम का फल है कि मुलुंड केंद्र से संस्कार दिए जा रहे हैं. ब्रह्माकुमारी राजयोगिनी गोदावरीबाई मुलुंड सेंटर की स्थापना भी दीवाली के दिन हुआ था.: [374, 1104, 445, 1537]
- city-event-item: ❑ अथ श्री आर्य थिएटर प्लेज : स्थान- पृथ्वी थिएटर, जुहू चर्च रोड, जुहू, समय- शाम 4.45 बजे.: [1200, 1303, 1401, 1335]
